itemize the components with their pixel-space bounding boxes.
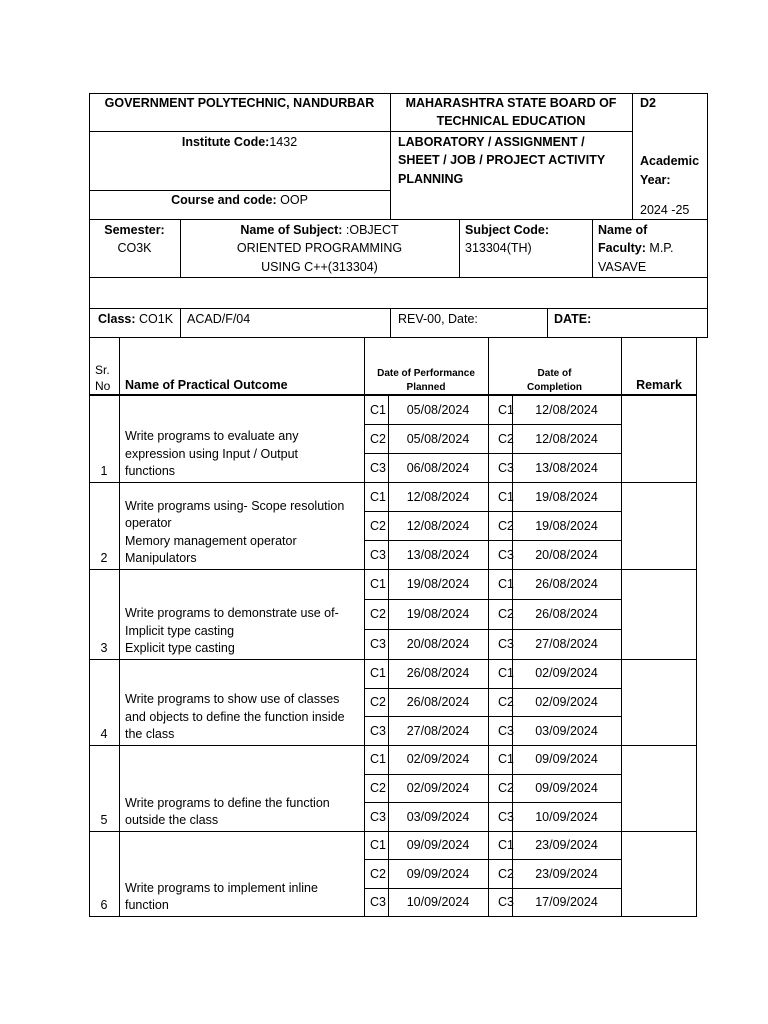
planned-batch: C3: [370, 809, 386, 824]
subject-name: Name of Subject: :OBJECT: [240, 223, 399, 237]
completion-batch: C1: [498, 752, 514, 767]
practical-outcome-line: outside the class: [125, 813, 219, 827]
completion-date: 23/09/2024: [535, 838, 598, 853]
planned-batch: C3: [370, 547, 386, 562]
completion-date: 23/09/2024: [535, 866, 598, 881]
completion-batch: C2: [498, 695, 514, 709]
activity-line3: PLANNING: [398, 172, 464, 186]
practical-outcome-line: functions: [125, 464, 176, 478]
planned-batch: C2: [370, 518, 386, 533]
rev-date: REV-00, Date:: [398, 312, 478, 326]
practical-outcome-line: Write programs to define the function: [125, 795, 330, 810]
practical-outcome-line: the class: [125, 727, 175, 741]
practical-outcome-line: Memory management operator: [125, 533, 297, 548]
planned-date: 02/09/2024: [406, 752, 470, 767]
subject-code-value: 313304(TH): [465, 241, 532, 255]
completion-date: 13/08/2024: [535, 460, 598, 475]
semester-value: CO3K: [117, 241, 152, 255]
completion-batch: C3: [498, 894, 514, 909]
planned-date: 02/09/2024: [406, 781, 470, 795]
completion-batch: C3: [498, 809, 514, 824]
practical-outcome-line: and objects to define the function inside: [125, 709, 345, 724]
completion-batch: C2: [498, 431, 514, 446]
col-completion-1: Date of: [537, 368, 572, 379]
subject-name-line2: ORIENTED PROGRAMMING: [236, 241, 403, 255]
planned-date: 26/08/2024: [406, 695, 470, 709]
col-completion-2: Completion: [527, 382, 582, 393]
planned-batch: C3: [370, 723, 386, 738]
institute-code: Institute Code:1432: [181, 135, 298, 149]
faculty-name-line2: VASAVE: [598, 260, 647, 274]
completion-batch: C2: [498, 781, 514, 795]
class-info: Class: CO1K: [98, 312, 174, 326]
planned-batch: C2: [370, 431, 386, 446]
course-code: Course and code: OOP: [171, 193, 308, 207]
planned-date: 05/08/2024: [406, 402, 470, 417]
sr-number: 1: [100, 464, 108, 478]
completion-batch: C1: [498, 489, 514, 504]
completion-batch: C1: [498, 666, 514, 681]
planned-batch: C2: [370, 781, 386, 795]
completion-batch: C3: [498, 547, 514, 562]
planned-date: 09/09/2024: [406, 838, 470, 853]
sr-number: 3: [100, 641, 108, 655]
planned-batch: C1: [370, 489, 386, 504]
planned-batch: C3: [370, 637, 386, 651]
date-label: DATE:: [554, 312, 592, 326]
planned-date: 03/09/2024: [406, 809, 470, 824]
planned-batch: C1: [370, 666, 386, 681]
planned-batch: C3: [370, 460, 386, 475]
completion-batch: C2: [498, 518, 514, 533]
completion-date: 19/08/2024: [535, 518, 598, 533]
practical-outcome-line: Write programs to demonstrate use of-: [125, 606, 339, 620]
academic-label-2: Year:: [640, 173, 671, 187]
planned-date: 12/08/2024: [406, 489, 470, 504]
planned-date: 13/08/2024: [406, 547, 470, 562]
completion-batch: C2: [498, 866, 514, 881]
practical-outcome-line: Write programs to evaluate any: [125, 429, 299, 443]
planned-batch: C2: [370, 866, 386, 881]
sr-number: 5: [100, 813, 108, 827]
completion-batch: C1: [498, 402, 514, 417]
planned-batch: C1: [370, 752, 386, 767]
completion-date: 02/09/2024: [535, 666, 598, 681]
practical-outcome-line: expression using Input / Output: [125, 446, 299, 461]
sr-number: 2: [100, 551, 108, 565]
planned-date: 12/08/2024: [406, 518, 470, 533]
col-planned-1: Date of Performance: [377, 368, 475, 379]
faculty-name: Faculty: M.P.: [598, 241, 674, 255]
planned-date: 19/08/2024: [406, 577, 470, 591]
planned-date: 27/08/2024: [406, 723, 470, 738]
completion-date: 26/08/2024: [535, 607, 598, 621]
col-planned-2: Planned: [406, 382, 446, 393]
activity-line1: LABORATORY / ASSIGNMENT /: [398, 135, 585, 149]
sr-number: 4: [100, 727, 108, 741]
planned-batch: C1: [370, 577, 386, 591]
practical-outcome-line: operator: [125, 516, 172, 530]
completion-date: 19/08/2024: [535, 489, 598, 504]
subject-name-line3: USING C++(313304): [261, 260, 378, 274]
completion-date: 26/08/2024: [535, 577, 598, 591]
practical-outcome-line: Write programs to show use of classes: [125, 692, 340, 706]
completion-batch: C3: [498, 637, 514, 651]
practical-outcome-line: Write programs to implement inline: [125, 880, 318, 895]
completion-date: 03/09/2024: [535, 723, 598, 738]
planned-batch: C1: [370, 402, 386, 417]
completion-batch: C3: [498, 723, 514, 738]
planned-date: 05/08/2024: [406, 431, 470, 446]
planned-batch: C2: [370, 607, 386, 621]
completion-date: 02/09/2024: [535, 695, 598, 709]
acad-code: ACAD/F/04: [187, 312, 251, 326]
institute-name: GOVERNMENT POLYTECHNIC, NANDURBAR: [104, 96, 375, 110]
doc-code: D2: [640, 96, 656, 110]
completion-batch: C1: [498, 577, 514, 591]
col-sr-2: No: [95, 379, 111, 393]
subject-code-label: Subject Code:: [465, 223, 550, 237]
completion-date: 27/08/2024: [535, 637, 598, 651]
completion-date: 17/09/2024: [535, 894, 598, 909]
practical-outcome-line: Write programs using- Scope resolution: [125, 498, 345, 513]
completion-date: 20/08/2024: [535, 547, 598, 562]
academic-label-1: Academic: [640, 154, 700, 168]
col-remark: Remark: [636, 378, 682, 392]
completion-date: 12/08/2024: [535, 431, 598, 446]
completion-date: 10/09/2024: [535, 809, 598, 824]
sr-number: 6: [100, 898, 108, 912]
board-name-line1: MAHARASHTRA STATE BOARD OF: [405, 96, 617, 110]
practical-outcome-line: Explicit type casting: [125, 641, 235, 655]
completion-batch: C1: [498, 838, 514, 853]
practical-outcome-line: Implicit type casting: [125, 623, 235, 638]
practical-outcome-line: function: [125, 898, 169, 912]
completion-date: 09/09/2024: [535, 752, 598, 767]
academic-year: 2024 -25: [640, 203, 690, 217]
board-name-line2: TECHNICAL EDUCATION: [436, 114, 586, 128]
planned-batch: C3: [370, 894, 386, 909]
col-outcome: Name of Practical Outcome: [125, 378, 288, 392]
planned-date: 20/08/2024: [406, 637, 470, 651]
planned-batch: C1: [370, 838, 386, 853]
practical-outcome-line: Manipulators: [125, 551, 197, 565]
faculty-label-1: Name of: [598, 223, 648, 237]
planned-date: 06/08/2024: [406, 460, 470, 475]
planned-date: 19/08/2024: [406, 607, 470, 621]
planned-date: 26/08/2024: [406, 666, 470, 681]
completion-batch: C3: [498, 460, 514, 475]
activity-line2: SHEET / JOB / PROJECT ACTIVITY: [398, 153, 606, 167]
col-sr-1: Sr.: [95, 363, 110, 377]
planned-batch: C2: [370, 695, 386, 709]
planned-date: 09/09/2024: [406, 866, 470, 881]
semester-label: Semester:: [104, 223, 165, 237]
planned-date: 10/09/2024: [406, 894, 470, 909]
completion-batch: C2: [498, 607, 514, 621]
completion-date: 12/08/2024: [535, 402, 598, 417]
completion-date: 09/09/2024: [535, 781, 598, 795]
